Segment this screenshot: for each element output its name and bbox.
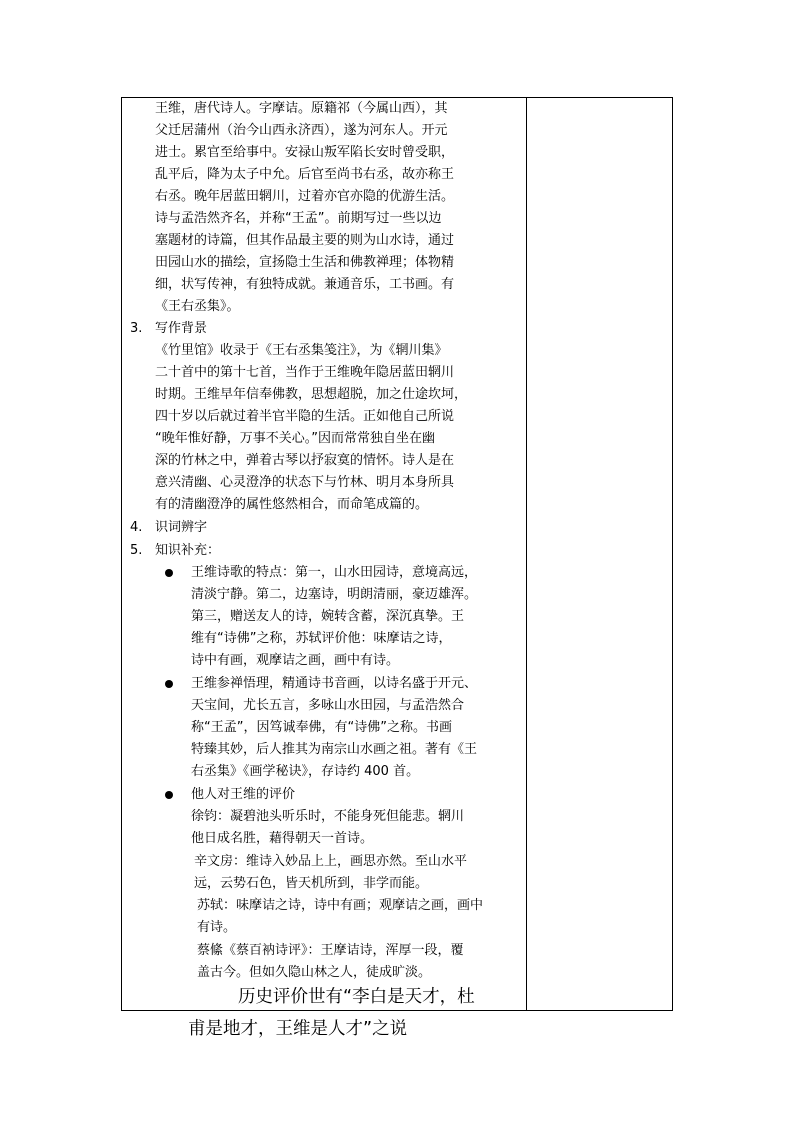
evaluation-xu-line: 徐钧：凝碧池头听乐时，不能身死但能悲。辋川 <box>191 809 465 824</box>
section-4-title: 识词辨字 <box>155 520 208 535</box>
section-5-title: 知识补充： <box>155 543 221 558</box>
intro-line: 进士。累官至给事中。安禄山叛军陷长安时曾受职， <box>155 145 455 160</box>
document-table <box>121 97 673 1039</box>
section-3-line: 意兴清幽、心灵澄净的状态下与竹林、明月本身所具 <box>155 475 455 490</box>
intro-line: 塞题材的诗篇，但其作品最主要的则为山水诗，通过 <box>155 233 455 248</box>
bullet-1-line: 诗中有画，观摩诘之画，画中有诗。 <box>191 653 400 668</box>
evaluation-cai-line: 蔡絛《蔡百衲诗评》：王摩诘诗，浑厚一段，覆 <box>197 943 464 958</box>
bullet-2-line: 右丞集》《画学秘诀》，存诗约 400 首。 <box>191 764 420 779</box>
closing-statement-line: 甫是地才，王维是人才”之说 <box>188 1019 408 1039</box>
evaluation-su-line: 有诗。 <box>197 920 237 935</box>
section-3-title: 写作背景 <box>155 321 208 336</box>
section-3-line: 《竹里馆》收录于《王右丞集笺注》，为《辋川集》 <box>155 343 448 358</box>
section-3-number: 3. <box>130 321 143 336</box>
bullet-2-line: 天宝间，尤长五言，多咏山水田园，与孟浩然合 <box>191 698 465 713</box>
bullet-dot <box>165 680 173 688</box>
intro-line: 细，状写传神，有独特成就。兼通音乐，工书画。有 <box>155 277 455 292</box>
bullet-1-line: 维有“诗佛”之称，苏轼评价他：味摩诘之诗， <box>191 631 452 646</box>
column-divider <box>526 98 527 1010</box>
intro-line: 田园山水的描绘，宣扬隐士生活和佛教禅理；体物精 <box>155 255 455 270</box>
intro-line: 《王右丞集》。 <box>155 299 240 314</box>
intro-line: 王维，唐代诗人。字摩诘。原籍祁（今属山西），其 <box>155 101 448 116</box>
bullet-1-line: 清淡宁静。第二，边塞诗，明朗清丽，豪迈雄浑。 <box>191 587 478 602</box>
bullet-1-line: 王维诗歌的特点：第一，山水田园诗，意境高远， <box>191 565 478 580</box>
section-3-line: 时期。王维早年信奉佛教，思想超脱，加之仕途坎坷， <box>155 387 468 402</box>
intro-line: 右丞。晚年居蓝田辋川，过着亦官亦隐的优游生活。 <box>155 189 455 204</box>
section-3-line: 二十首中的第十七首，当作于王维晚年隐居蓝田辋川 <box>155 365 455 380</box>
evaluation-xu-line: 他日成名胜，藉得朝天一首诗。 <box>191 831 374 846</box>
intro-line: 乱平后，降为太子中允。后官至尚书右丞，故亦称王 <box>155 167 455 182</box>
evaluation-su-line: 苏轼：味摩诘之诗，诗中有画；观摩诘之画，画中 <box>197 898 484 913</box>
bullet-3-title: 他人对王维的评价 <box>191 787 296 802</box>
section-3-line: 深的竹林之中，弹着古琴以抒寂寞的情怀。诗人是在 <box>155 453 455 468</box>
bullet-2-line: 称“王孟”，因笃诚奉佛，有“诗佛”之称。书画 <box>191 720 452 735</box>
section-3-line: “晚年惟好静，万事不关心。”因而常常独自坐在幽 <box>155 431 435 446</box>
section-3-line: 有的清幽澄净的属性悠然相合，而命笔成篇的。 <box>155 497 429 512</box>
evaluation-xin-line: 辛文房：维诗入妙品上上，画思亦然。至山水平 <box>194 854 468 869</box>
closing-statement-line: 历史评价世有“李白是天才，杜 <box>238 987 475 1007</box>
bullet-1-line: 第三，赠送友人的诗，婉转含蓄，深沉真挚。王 <box>191 609 465 624</box>
section-3-line: 四十岁以后就过着半官半隐的生活。正如他自己所说 <box>155 409 455 424</box>
bullet-dot <box>165 791 173 799</box>
section-5-number: 5. <box>130 543 143 558</box>
bullet-2-line: 特臻其妙，后人推其为南宗山水画之祖。著有《王 <box>191 742 478 757</box>
intro-line: 诗与孟浩然齐名，并称“王孟”。前期写过一些以边 <box>155 211 442 226</box>
evaluation-cai-line: 盖古今。但如久隐山林之人，徒成旷淡。 <box>197 965 432 980</box>
intro-line: 父迁居蒲州（治今山西永济西），遂为河东人。开元 <box>155 123 448 138</box>
section-4-number: 4. <box>130 520 143 535</box>
evaluation-xin-line: 远，云势石色，皆天机所到，非学而能。 <box>194 876 429 891</box>
bullet-2-line: 王维参禅悟理，精通诗书音画，以诗名盛于开元、 <box>191 676 478 691</box>
bullet-dot <box>165 569 173 577</box>
